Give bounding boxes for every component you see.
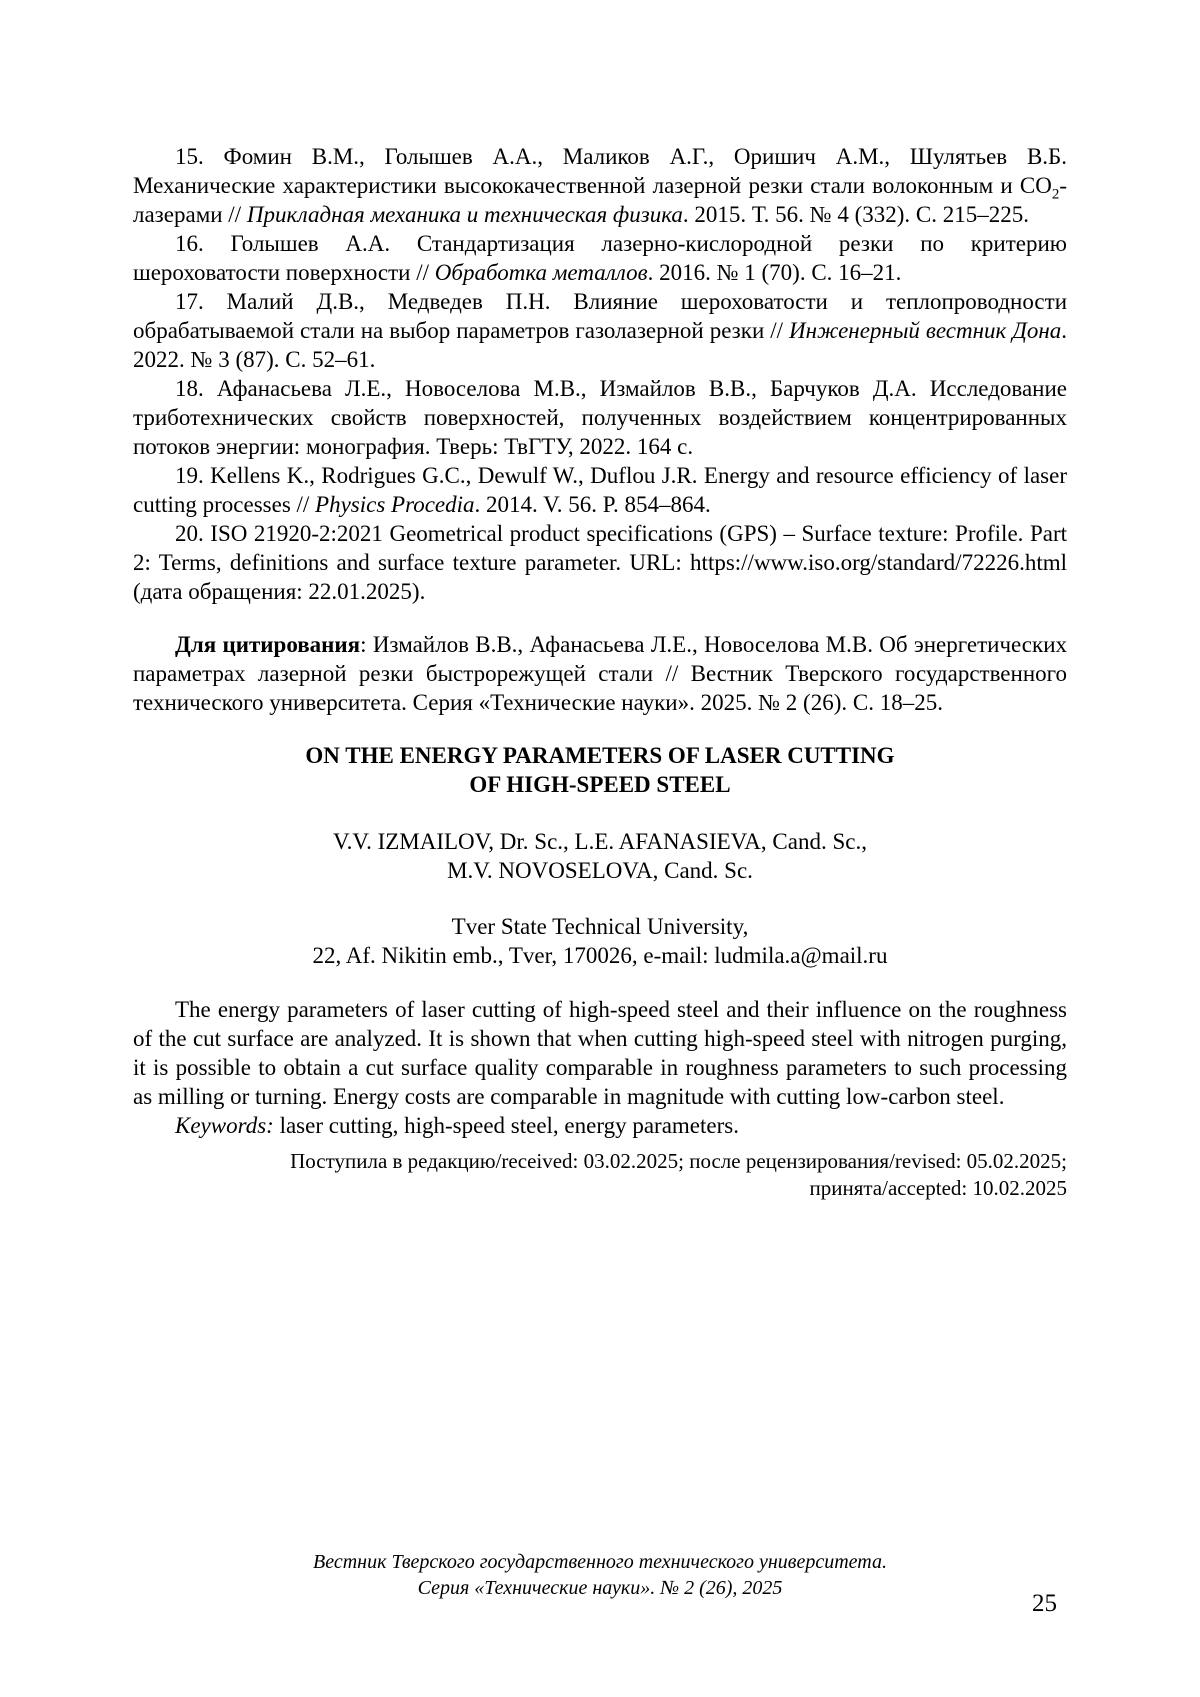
page-number: 25 xyxy=(1032,1590,1057,1617)
reference-text: 17. Малий Д.В., Медведев П.Н. Влияние шероховатости и теплопроводности обрабатываемой стали на выбор параметров газолазерной резки // xyxy=(133,289,1067,343)
subscript-text: 2 xyxy=(1051,186,1060,203)
keywords-text: laser cutting, high-speed steel, energy parameters. xyxy=(273,1113,739,1138)
journal-name: Инженерный вестник Дона xyxy=(788,318,1062,343)
citation-label: Для цитирования xyxy=(175,632,361,657)
authors-block xyxy=(133,827,1067,885)
affiliation-line1: Tver State Technical University, xyxy=(451,914,749,939)
affiliation-line2: 22, Af. Nikitin emb., Tver, 170026, e-mail: ludmila.a@mail.ru xyxy=(312,943,888,968)
citation-text: : Измайлов В.В., Афанасьева Л.Е., Новоселова М.В. Об энергетических параметрах лазерной резки быстрорежущей стали // Вестник Тверского государственного технического университета. Серия «Технические науки». 2025. № 2 (26). С. 18–25. xyxy=(133,632,1068,715)
footer-line2: Серия «Технические науки». № 2 (26), 2025 xyxy=(417,1577,783,1599)
authors-line1: V.V. IZMAILOV, Dr. Sc., L.E. AFANASIEVA, Cand. Sc., xyxy=(333,829,867,854)
dates-block xyxy=(133,1148,1067,1202)
article-title-line2: OF HIGH-SPEED STEEL xyxy=(469,772,731,797)
footer-line1: Вестник Тверского государственного технического университета. xyxy=(313,1551,887,1573)
abstract-paragraph: The energy parameters of laser cutting of high-speed steel and their influence on the roughness of the cut surface are analyzed. It is shown that when cutting high-speed steel with nitrogen purging, it is possible to obtain a cut surface quality comparable in roughness parameters to such processing as milling or turning. Energy costs are comparable in magnitude with cutting low-carbon steel. xyxy=(133,997,1067,1109)
reference-text-with-url: 20. ISO 21920-2:2021 Geometrical product specifications (GPS) – Surface texture: Profile. Part 2: Terms, definitions and surface texture parameter. URL: https://www.iso.org/standard/72226.html (дата обращения: 22.01.2025). xyxy=(133,521,1067,604)
reference-item-15 xyxy=(133,142,1067,229)
reference-item-20 xyxy=(133,519,1067,606)
references-list xyxy=(133,142,1067,606)
journal-name: Обработка металлов xyxy=(434,260,648,285)
keywords-paragraph xyxy=(133,1111,1067,1140)
authors-line2: M.V. NOVOSELOVA, Cand. Sc. xyxy=(447,858,753,883)
journal-name: Physics Procedia xyxy=(315,492,475,517)
article-title xyxy=(133,741,1067,799)
reference-text: . 2015. Т. 56. № 4 (332). С. 215–225. xyxy=(682,202,1029,227)
reference-text: -лазерами // xyxy=(133,173,1067,227)
affiliation-block xyxy=(133,912,1067,970)
reference-text: . 2014. V. 56. P. 854–864. xyxy=(474,492,711,517)
dates-line2: принята/accepted: 10.02.2025 xyxy=(809,1176,1067,1200)
article-title-line1: ON THE ENERGY PARAMETERS OF LASER CUTTING xyxy=(305,743,895,768)
reference-text: 18. Афанасьева Л.Е., Новоселова М.В., Измайлов В.В., Барчуков Д.А. Исследование триботехнических свойств поверхностей, полученных воздействием концентрированных потоков энергии: монография. Тверь: ТвГТУ, 2022. 164 с. xyxy=(133,376,1067,459)
dates-line1: Поступила в редакцию/received: 03.02.2025; после рецензирования/revised: 05.02.2025; xyxy=(290,1149,1067,1173)
keywords-label: Keywords: xyxy=(175,1113,274,1138)
citation-note xyxy=(133,630,1067,717)
journal-footer xyxy=(133,1549,1067,1601)
reference-text: . 2022. № 3 (87). С. 52–61. xyxy=(133,318,1067,372)
reference-text: 16. Голышев А.А. Стандартизация лазерно-кислородной резки по критерию шероховатости поверхности // xyxy=(133,231,1067,285)
reference-text: 15. Фомин В.М., Голышев А.А., Маликов А.Г., Оришич А.М., Шулятьев В.Б. Механические характеристики высококачественной лазерной резки стали волоконным и CO xyxy=(133,144,1067,198)
reference-text: 19. Kellens K., Rodrigues G.C., Dewulf W., Duflou J.R. Energy and resource efficiency of laser cutting processes // xyxy=(133,463,1067,517)
journal-name: Прикладная механика и техническая физика xyxy=(246,202,683,227)
reference-item-16 xyxy=(133,229,1067,287)
reference-item-19 xyxy=(133,461,1067,519)
reference-item-18 xyxy=(133,374,1067,461)
reference-item-17 xyxy=(133,287,1067,374)
reference-text: . 2016. № 1 (70). С. 16–21. xyxy=(647,260,902,285)
